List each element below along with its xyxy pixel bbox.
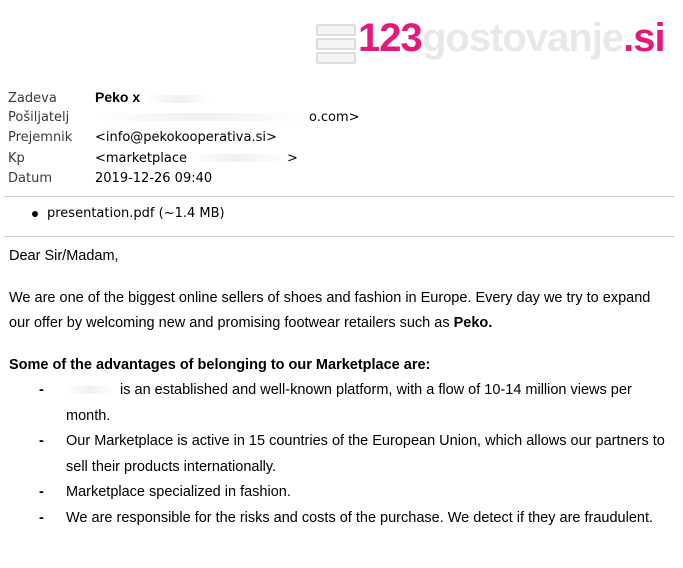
header-row-subject — [8, 87, 360, 108]
list-item: - Our Marketplace is active in 15 countries of the European Union, which allows our partners to sell their products internationally. — [39, 433, 665, 475]
subject-value: Peko x — [95, 89, 145, 105]
sender-value: o.com> — [309, 109, 360, 125]
site-logo — [316, 16, 665, 62]
header-row-sender — [8, 108, 360, 129]
redaction — [66, 386, 114, 394]
cc-value[interactable]: <marketplace — [95, 150, 188, 166]
date-value: 2019-12-26 09:40 — [95, 171, 213, 186]
header-row-recipient — [8, 128, 360, 149]
email-header — [8, 87, 360, 190]
list-item: - We are responsible for the risks and costs of the purchase. We detect if they are fraudulent. — [39, 509, 654, 526]
divider — [4, 196, 674, 197]
message-body — [9, 244, 674, 531]
header-label: Prejemnik — [8, 130, 73, 145]
server-icon — [316, 24, 356, 54]
logo-number: 123 — [358, 16, 422, 60]
header-label: Datum — [8, 171, 52, 186]
header-label: Kp — [8, 150, 25, 166]
attachment-name[interactable]: presentation.pdf (~1.4 MB) — [47, 206, 225, 221]
list-item: - is an established and well-known platform, with a flow of 10-14 million views per month. — [39, 382, 632, 424]
intro-bold: Peko. — [453, 315, 493, 331]
bullet-icon — [32, 211, 38, 217]
redaction — [95, 113, 309, 121]
header-row-cc: Kp <marketplace > — [8, 149, 360, 170]
advantages-list — [9, 378, 674, 531]
attachment-item[interactable] — [32, 205, 225, 223]
header-label: Zadeva — [8, 91, 57, 106]
advantages-heading: Some of the advantages of belonging to our Marketplace are: — [9, 356, 431, 373]
recipient-value[interactable]: <info@pekokooperativa.si> — [95, 130, 277, 145]
redaction — [144, 95, 214, 103]
header-row-date — [8, 169, 360, 190]
intro-paragraph: We are one of the biggest online sellers of shoes and fashion in Europe. Every day we try to expand our offer by welcoming new and promising footwear retailers such as Peko. — [9, 289, 651, 331]
logo-name: gostovanje.si — [422, 16, 665, 60]
header-label: Pošiljatelj — [8, 109, 70, 125]
divider — [4, 236, 674, 237]
redaction — [187, 154, 287, 162]
list-item: - Marketplace specialized in fashion. — [39, 484, 291, 500]
greeting: Dear Sir/Madam, — [9, 248, 119, 264]
